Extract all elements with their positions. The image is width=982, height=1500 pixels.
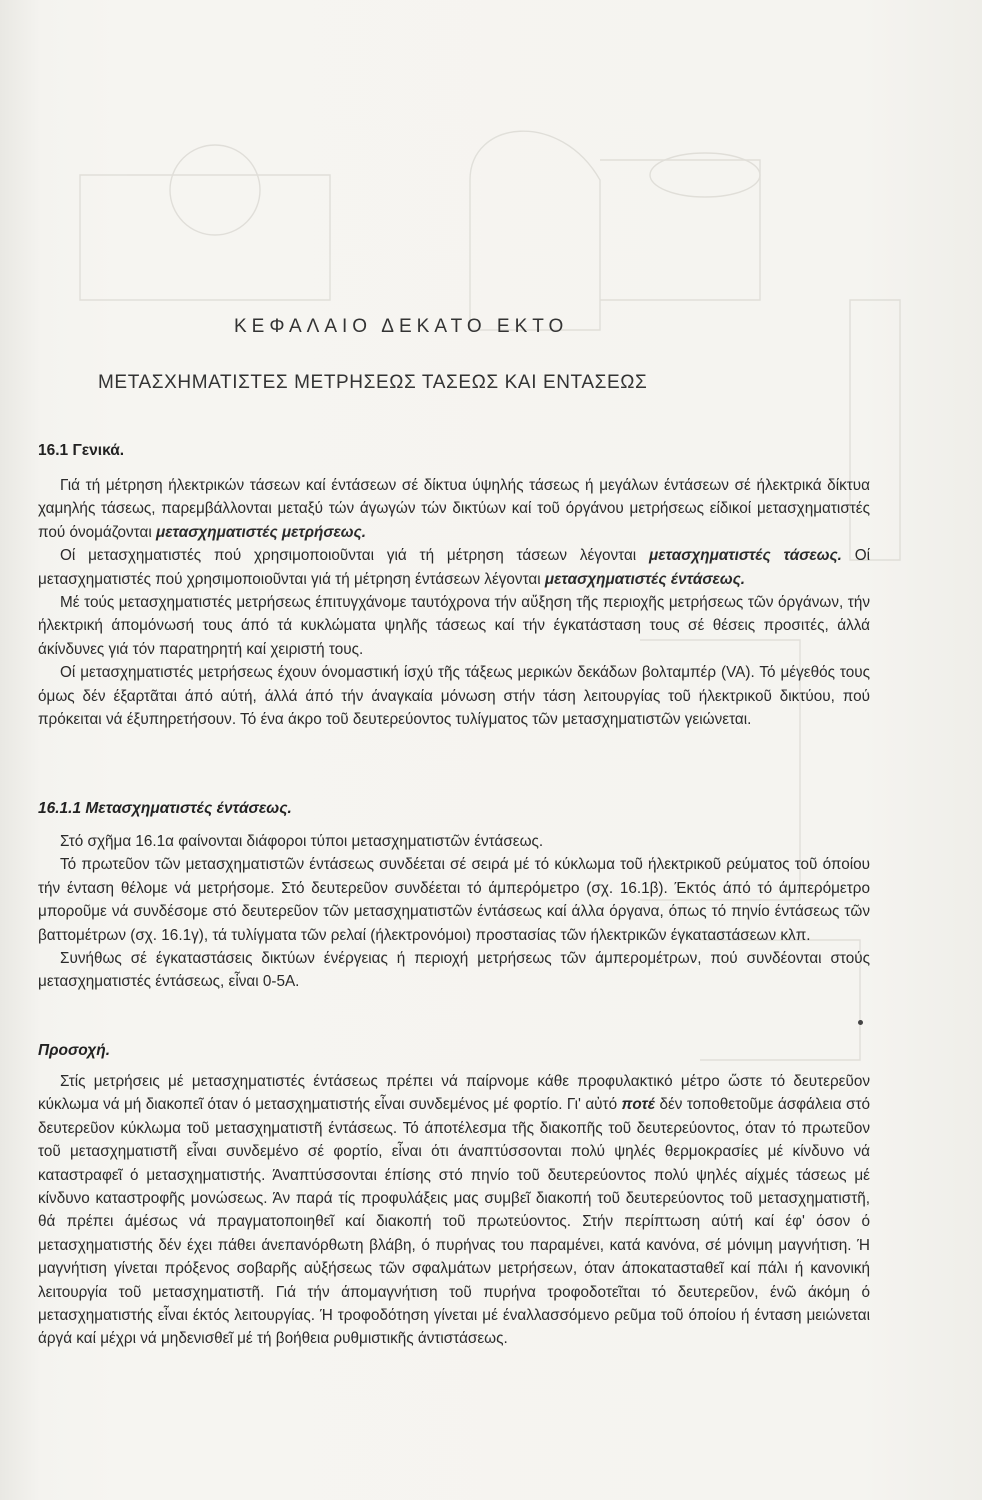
paragraph: Συνήθως σέ έγκαταστάσεις δικτύων ένέργειας ή περιοχή μετρήσεως τῶν άμπερομέτρων, πού συνδέονται στούς μετασχηματιστές έντάσεως, εἶναι 0-5Α.	[38, 950, 870, 991]
paragraph-text: δέν τοποθετοῦμε άσφάλεια στό δευτερεῦον κύκλωμα τοῦ μετασχηματιστῆ έντάσεως. Τό άποτέλεσμα τῆς διακοπῆς τοῦ δευτερεύοντος, όταν τό πρωτεῦον τοῦ μετασχηματιστῆ εἶναι συνδεμένο σέ φορτίο, εἶναι ότι άναπτύσσονται πολύ ψηλές θερμοκρασίες μέ κίνδυνο νά καταστραφεῖ ό μετασχηματιστής. Άναπτύσσονται έπίσης στό πηνίο τοῦ δευτερεύοντος πολύ ψηλές αίχμές τάσεως μέ κίνδυνο καταστροφῆς μονώσεως. Άν παρά τίς προφυλάξεις μας συμβεῖ διακοπή τοῦ δευτερεύοντος τοῦ μετασχηματιστῆ, θά πρέπει άμέσως νά πραγματοποιηθεῖ καί διακοπή τοῦ πρωτεύοντος. Στήν περίπτωση αύτή καί έφ' όσον ό μετασχηματιστής δέν έχει πάθει άνεπανόρθωτη βλάβη, ό πυρήνας του παραμένει, κατά κανόνα, σέ μόνιμη μαγνήτιση. Ή μαγνήτιση γίνεται πρόξενος σοβαρῆς αὐξήσεως τῶν σφαλμάτων μετρήσεων, όταν άποκατασταθεῖ καί πάλι ή κανονική λειτουργία τοῦ μετασχηματιστῆ. Γιά τήν άπομαγνήτιση τοῦ πυρήνα τροφοδοτεῖται τό δευτερεῦον, ένῶ άκόμη ό μετασχηματιστής εἶναι έκτός λειτουργίας. Ή τροφοδότηση γίνεται μέ έναλλασσόμενο ρεῦμα τοῦ όποίου ή ένταση μειώνεται άργά καί μέχρι νά μηδενισθεῖ μέ τή βοήθεια ρυθμιστικῆς άντιστάσεως.	[38, 1096, 871, 1348]
emphasized-term: μετασχηματιστές έντάσεως.	[544, 570, 746, 588]
paragraph: Μέ τούς μετασχηματιστές μετρήσεως έπιτυγχάνομε ταυτόχρονα τήν αὔξηση τῆς περιοχῆς μετρήσεως τῶν όργάνων, τήν ήλεκτρική άπομόνωσή τους άπό τά κυκλώματα ψηλῆς τάσεως καί τήν έγκατάσταση τους σέ θέσεις προσιτές, άλλά άκίνδυνες γιά τόν παρατηρητή καί χειριστή τους.	[38, 594, 870, 658]
paragraph-text: Γιά τή μέτρηση ήλεκτρικών τάσεων καί έντάσεων σέ δίκτυα ύψηλής τάσεως ή μεγάλων έντάσεων σέ ήλεκτρικά δίκτυα χαμηλής τάσεως, παρεμβάλλονται μεταξύ τών άγωγών τών δικτύων καί τοῦ όργάνου μετρήσεως είδικοί μετασχηματιστές πού όνομάζονται	[38, 477, 870, 541]
paragraph: Τό πρωτεῦον τῶν μετασχηματιστῶν έντάσεως συνδέεται σέ σειρά μέ τό κύκλωμα τοῦ ήλεκτρικοῦ ρεύματος τοῦ όποίου τήν ένταση θέλομε νά μετρήσομε. Στό δευτερεῦον συνδέεται τό άμπερόμετρο (σχ. 16.1β). Έκτός άπό τό άμπερόμετρο μποροῦμε νά συνδέσομε στό δευτερεῦον τῶν μετασχηματιστῶν έντάσεως καί άλλα όργανα, όπως τό πηνίο έντάσεως τῶν βαττομέτρων (σχ. 16.1γ), τά τυλίγματα τῶν ρελαί (ήλεκτρονόμοι) προστασίας τῶν ήλεκτρικῶν έγκαταστάσεων κλπ.	[38, 856, 870, 944]
paragraph	[38, 1070, 870, 1351]
emphasized-term: μετασχηματιστές μετρήσεως.	[155, 523, 366, 541]
paragraph-text: Οί μετασχηματιστές πού χρησιμοποιοῦνται γιά τή μέτρηση τάσεων λέγονται	[60, 547, 650, 565]
section-16-1-text	[38, 474, 870, 731]
paragraph-text: Στίς μετρήσεις μέ μετασχηματιστές έντάσεως πρέπει νά παίρνομε κάθε προφυλακτικό μέτρο ὥστε τό δευτερεῦον κύκλωμα νά μή διακοπεῖ όταν ό μετασχηματιστής εἶναι συνδεμένος μέ φορτίο. Γι' αὐτό	[38, 1073, 870, 1114]
chapter-title: ΜΕΤΑΣΧΗΜΑΤΙΣΤΕΣ ΜΕΤΡΗΣΕΩΣ ΤΑΣΕΩΣ ΚΑΙ ΕΝΤΑΣΕΩΣ	[98, 372, 648, 393]
section-heading-16-1-1: 16.1.1 Μετασχηματιστές έντάσεως.	[38, 800, 292, 817]
attention-text	[38, 1070, 870, 1351]
section-heading-16-1: 16.1 Γενικά.	[38, 442, 125, 459]
scan-speck	[858, 1020, 863, 1025]
emphasized-term: μετασχηματιστές τάσεως.	[649, 547, 842, 565]
attention-heading: Προσοχή.	[38, 1042, 111, 1059]
chapter-label: ΚΕΦΑΛΑΙΟ ΔΕΚΑΤΟ ΕΚΤΟ	[234, 316, 569, 337]
section-16-1-1-text	[38, 830, 870, 994]
paragraph	[38, 474, 870, 544]
paragraph	[38, 544, 870, 591]
emphasized-term: ποτέ	[621, 1096, 656, 1114]
paragraph-text: Οί μετασχηματιστές πού χρησιμοποιοῦνται γιά τή μέτρηση έντάσεων λέγονται	[38, 547, 870, 588]
paragraph: Οί μετασχηματιστές μετρήσεως έχουν όνομαστική ίσχύ τῆς τάξεως μερικών δεκάδων βολταμπέρ (VA). Τό μέγεθός τους όμως δέν έξαρτᾶται άπό αύτή, άλλά άπό τήν άναγκαία μόνωση στήν τάση λειτουργίας τοῦ ήλεκτρικοῦ δικτύου, πού πρόκειται νά έξυπηρετήσουν. Τό ένα άκρο τοῦ δευτερεύοντος τυλίγματος τῶν μετασχηματιστῶν γειώνεται.	[38, 664, 870, 729]
paragraph: Στό σχῆμα 16.1α φαίνονται διάφοροι τύποι μετασχηματιστῶν έντάσεως.	[60, 833, 544, 850]
